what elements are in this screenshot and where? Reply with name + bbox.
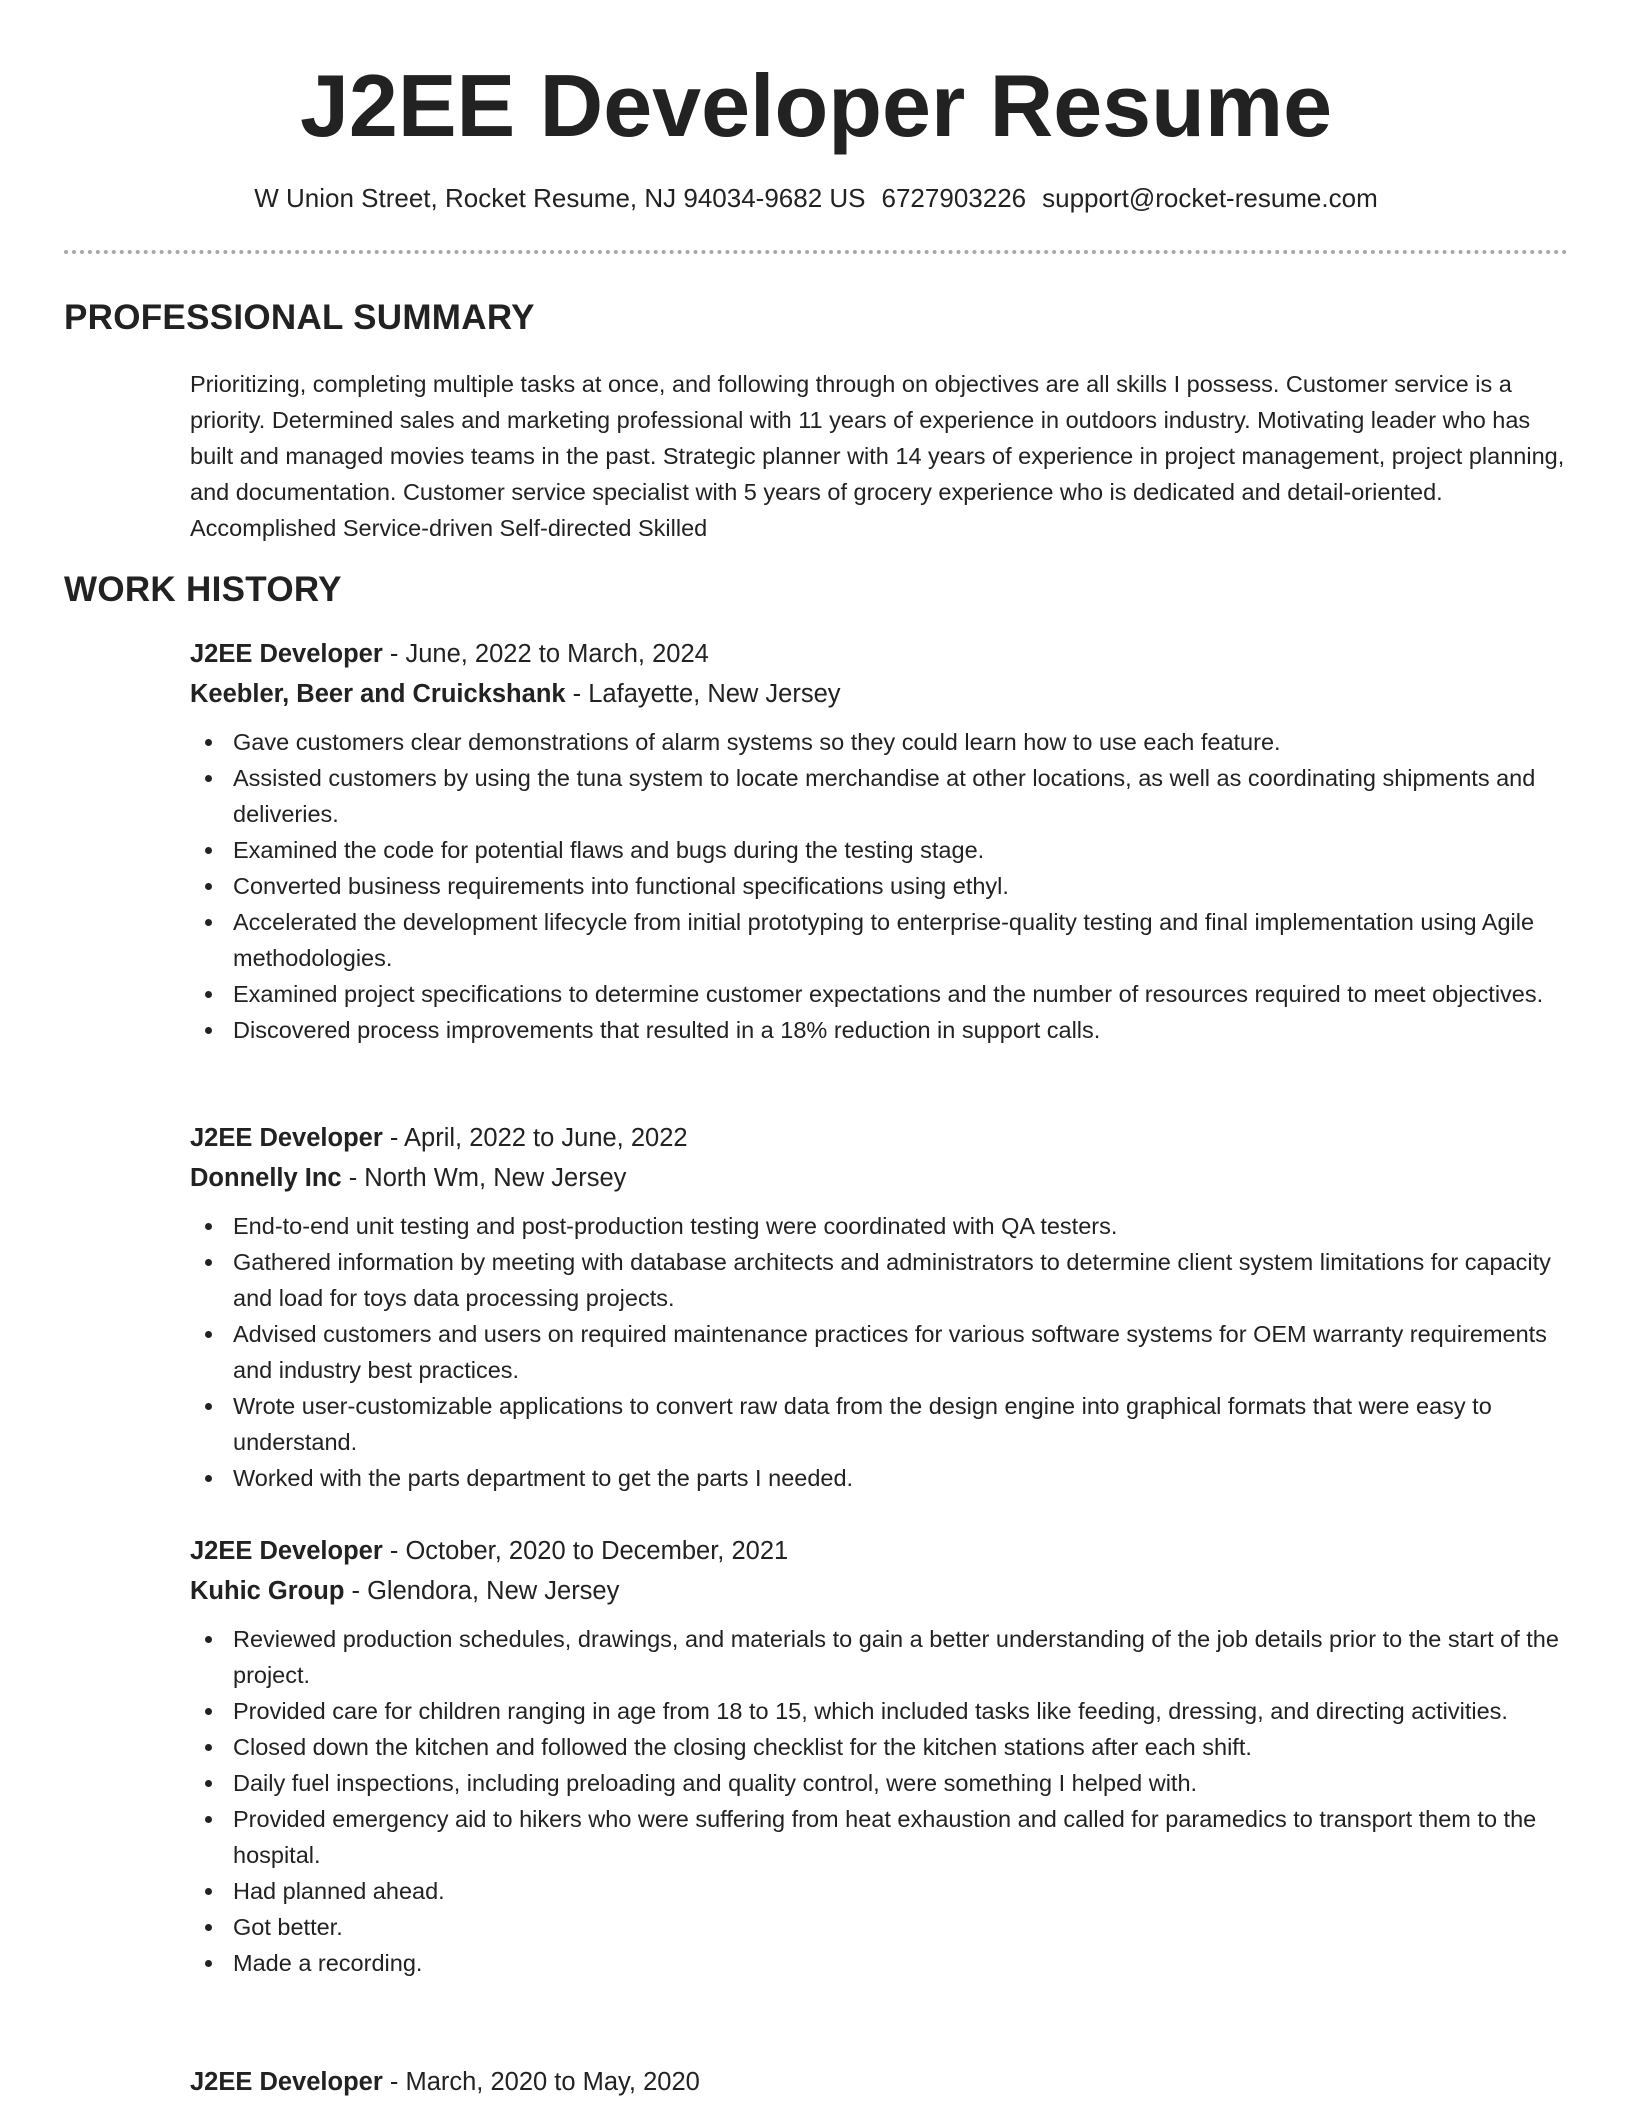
job-dates: - October, 2020 to December, 2021	[389, 1537, 789, 1565]
job-company: Keebler, Beer and Cruickshank	[190, 680, 566, 708]
header-divider	[64, 250, 1568, 254]
job-bullet: Gave customers clear demonstrations of alarm systems so they could learn how to use each feature.	[190, 724, 1568, 760]
job-bullet: Got better.	[190, 1909, 1568, 1945]
job-bullet: Assisted customers by using the tuna system to locate merchandise at other locations, as well as coordinating shipments and deliveries.	[190, 760, 1568, 832]
job-entry	[190, 1531, 1568, 1981]
resume-title: J2EE Developer Resume	[299, 56, 1333, 155]
job-entry	[190, 1118, 1568, 1496]
professional-summary-heading: PROFESSIONAL SUMMARY	[64, 298, 535, 337]
job-bullet: End-to-end unit testing and post-production testing were coordinated with QA testers.	[190, 1208, 1568, 1244]
contact-address: W Union Street, Rocket Resume, NJ 94034-9682 US	[254, 183, 866, 213]
job-title: J2EE Developer	[190, 1537, 383, 1565]
job-title-line	[190, 1118, 1568, 1158]
job-bullet: Advised customers and users on required maintenance practices for various software systems for OEM warranty requirements and industry best practices.	[190, 1316, 1568, 1388]
job-entry	[190, 634, 1568, 1048]
job-title-line	[190, 634, 1568, 674]
job-title: J2EE Developer	[190, 2068, 383, 2096]
professional-summary-text: Prioritizing, completing multiple tasks at once, and following through on objectives are all skills I possess. Customer service is a priority. Determined sales and marketing professional with 11 years of experience in outdoors industry. Motivating leader who has built and managed movies teams in the past. Strategic planner with 14 years of experience in project management, project planning, and documentation. Customer service specialist with 5 years of grocery experience who is dedicated and detail-oriented. Accomplished Service-driven Self-directed Skilled	[190, 371, 1565, 541]
job-bullet: Discovered process improvements that resulted in a 18% reduction in support calls.	[190, 1012, 1568, 1048]
job-location: - Glendora, New Jersey	[351, 1577, 620, 1605]
job-company-line	[190, 674, 1568, 714]
contact-phone: 6727903226	[881, 183, 1027, 213]
job-bullet: Examined project specifications to determine customer expectations and the number of resources required to meet objectives.	[190, 976, 1568, 1012]
job-bullet: Reviewed production schedules, drawings, and materials to gain a better understanding of the job details prior to the start of the project.	[190, 1621, 1568, 1693]
job-bullet-list	[190, 1208, 1568, 1496]
job-bullet-list	[190, 724, 1568, 1048]
job-bullet: Had planned ahead.	[190, 1873, 1568, 1909]
job-bullet-list	[190, 1621, 1568, 1981]
job-location: - North Wm, New Jersey	[348, 1164, 627, 1192]
job-dates: - March, 2020 to May, 2020	[389, 2068, 700, 2096]
contact-email: support@rocket-resume.com	[1042, 183, 1378, 213]
job-bullet: Accelerated the development lifecycle from initial prototyping to enterprise-quality testing and final implementation using Agile methodologies.	[190, 904, 1568, 976]
job-entry	[190, 2062, 1568, 2102]
job-location: - Lafayette, New Jersey	[572, 680, 841, 708]
job-company-line	[190, 1571, 1568, 1611]
contact-info	[0, 182, 1632, 214]
job-bullet: Provided emergency aid to hikers who were suffering from heat exhaustion and called for paramedics to transport them to the hospital.	[190, 1801, 1568, 1873]
job-company-line	[190, 1158, 1568, 1198]
job-bullet: Worked with the parts department to get the parts I needed.	[190, 1460, 1568, 1496]
job-bullet: Made a recording.	[190, 1945, 1568, 1981]
job-bullet: Examined the code for potential flaws and bugs during the testing stage.	[190, 832, 1568, 868]
job-dates: - April, 2022 to June, 2022	[389, 1124, 688, 1152]
job-company: Kuhic Group	[190, 1577, 345, 1605]
work-history-heading: WORK HISTORY	[64, 570, 342, 609]
job-bullet: Gathered information by meeting with database architects and administrators to determine client system limitations for capacity and load for toys data processing projects.	[190, 1244, 1568, 1316]
job-title-line	[190, 1531, 1568, 1571]
job-bullet: Wrote user-customizable applications to convert raw data from the design engine into graphical formats that were easy to understand.	[190, 1388, 1568, 1460]
job-bullet: Daily fuel inspections, including preloading and quality control, were something I helped with.	[190, 1765, 1568, 1801]
job-title-line	[190, 2062, 1568, 2102]
job-title: J2EE Developer	[190, 1124, 383, 1152]
job-bullet: Converted business requirements into functional specifications using ethyl.	[190, 868, 1568, 904]
job-bullet: Closed down the kitchen and followed the closing checklist for the kitchen stations after each shift.	[190, 1729, 1568, 1765]
job-company: Donnelly Inc	[190, 1164, 342, 1192]
job-dates: - June, 2022 to March, 2024	[389, 640, 709, 668]
job-title: J2EE Developer	[190, 640, 383, 668]
job-bullet: Provided care for children ranging in age from 18 to 15, which included tasks like feeding, dressing, and directing activities.	[190, 1693, 1568, 1729]
